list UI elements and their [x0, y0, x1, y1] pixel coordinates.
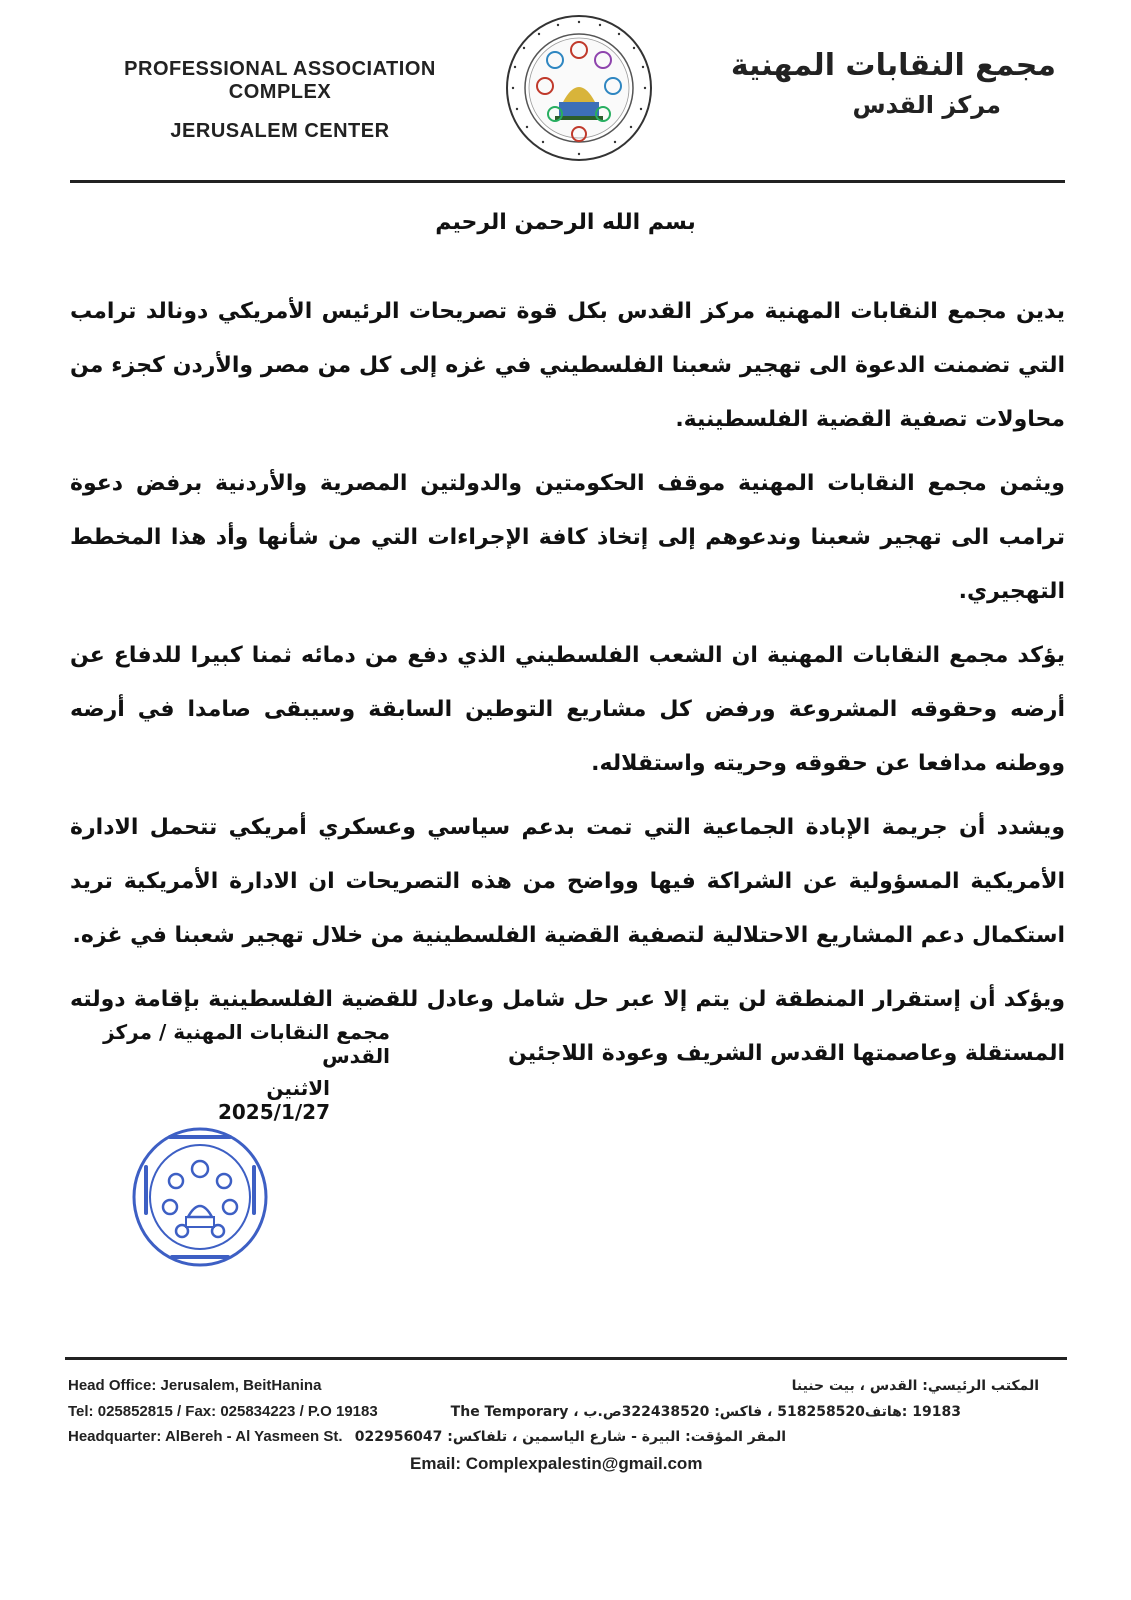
paragraph: ويشدد أن جريمة الإبادة الجماعية التي تمت بدعم سياسي وعسكري أمريكي تتحمل الادارة الأمريكية المسؤولية عن الشراكة فيها وواضح من هذه التصريحات ان الادارة الأمريكية تريد استكمال دعم المشاريع الاحتلالية لتصفية القضية الفلسطينية من خلال تهجير شعبنا في غزه. [70, 815, 1065, 948]
date: الاثنين 2025/1/27 [217, 1076, 330, 1124]
header-arabic [676, 48, 1056, 119]
center-name-en: JERUSALEM CENTER [170, 120, 390, 142]
paragraph: يدين مجمع النقابات المهنية مركز القدس بكل قوة تصريحات الرئيس الأمريكي دونالد ترامب التي تضمنت الدعوة الى تهجير شعبنا الفلسطيني في غزه إلى كل من مصر والأردن كجزء من محاولات تصفية القضية الفلسطينية. [70, 299, 1065, 432]
footer-tel-en: Tel: 025852815 / Fax: 025834223 / P.O 19183 [68, 1403, 378, 1420]
statement-body [70, 285, 1065, 1091]
paragraph: ويثمن مجمع النقابات المهنية موقف الحكومتين والدولتين المصرية والأردنية برفض دعوة ترامب الى تهجير شعبنا وندعوهم إلى إتخاذ كافة الإجراءات التي من شأنها وأد هذا المخطط التهجيري. [70, 471, 1065, 604]
footer-divider [65, 1357, 1067, 1360]
org-name-en: PROFESSIONAL ASSOCIATION COMPLEX [124, 58, 436, 103]
footer-headquarter-ar: المقر المؤقت: البيرة - شارع الياسمين ، تلفاكس: 022956047 [354, 1429, 786, 1445]
basmala: بسم الله الرحمن الرحيم [435, 210, 696, 235]
paragraph: ويؤكد أن إستقرار المنطقة لن يتم إلا عبر حل شامل وعادل للقضية الفلسطينية بإقامة دولته المستقلة وعاصمتها القدس الشريف وعودة اللاجئين [70, 987, 1065, 1066]
header-english [70, 58, 490, 143]
official-stamp [130, 1125, 270, 1270]
footer-head-office-en: Head Office: Jerusalem, BeitHanina [68, 1377, 322, 1394]
signature: مجمع النقابات المهنية / مركز القدس [103, 1020, 390, 1068]
footer-head-office-ar: المكتب الرئيسي: القدس ، بيت حنينا [791, 1378, 1039, 1394]
header-divider [70, 180, 1065, 183]
org-name-ar: مجمع النقابات المهنية [730, 48, 1056, 83]
center-name-ar: مركز القدس [852, 91, 1001, 119]
association-logo [505, 14, 653, 162]
paragraph: يؤكد مجمع النقابات المهنية ان الشعب الفلسطيني الذي دفع من دمائه ثمنا كبيرا للدفاع عن أرضه وحقوقه المشروعة ورفض كل مشاريع التوطين السابقة وسيبقى صامدا في أرضه ووطنه مدافعا عن حقوقه وحريته واستقلاله. [70, 643, 1065, 776]
footer-email[interactable]: Email: Complexpalestin@gmail.com [410, 1454, 703, 1473]
footer-tel-ar: 19183 :هاتف518258520 ، فاكس: 322438520ص.ب ، The Temporary [450, 1404, 961, 1420]
footer-headquarter-en: Headquarter: AlBereh - Al Yasmeen St. [68, 1428, 343, 1445]
